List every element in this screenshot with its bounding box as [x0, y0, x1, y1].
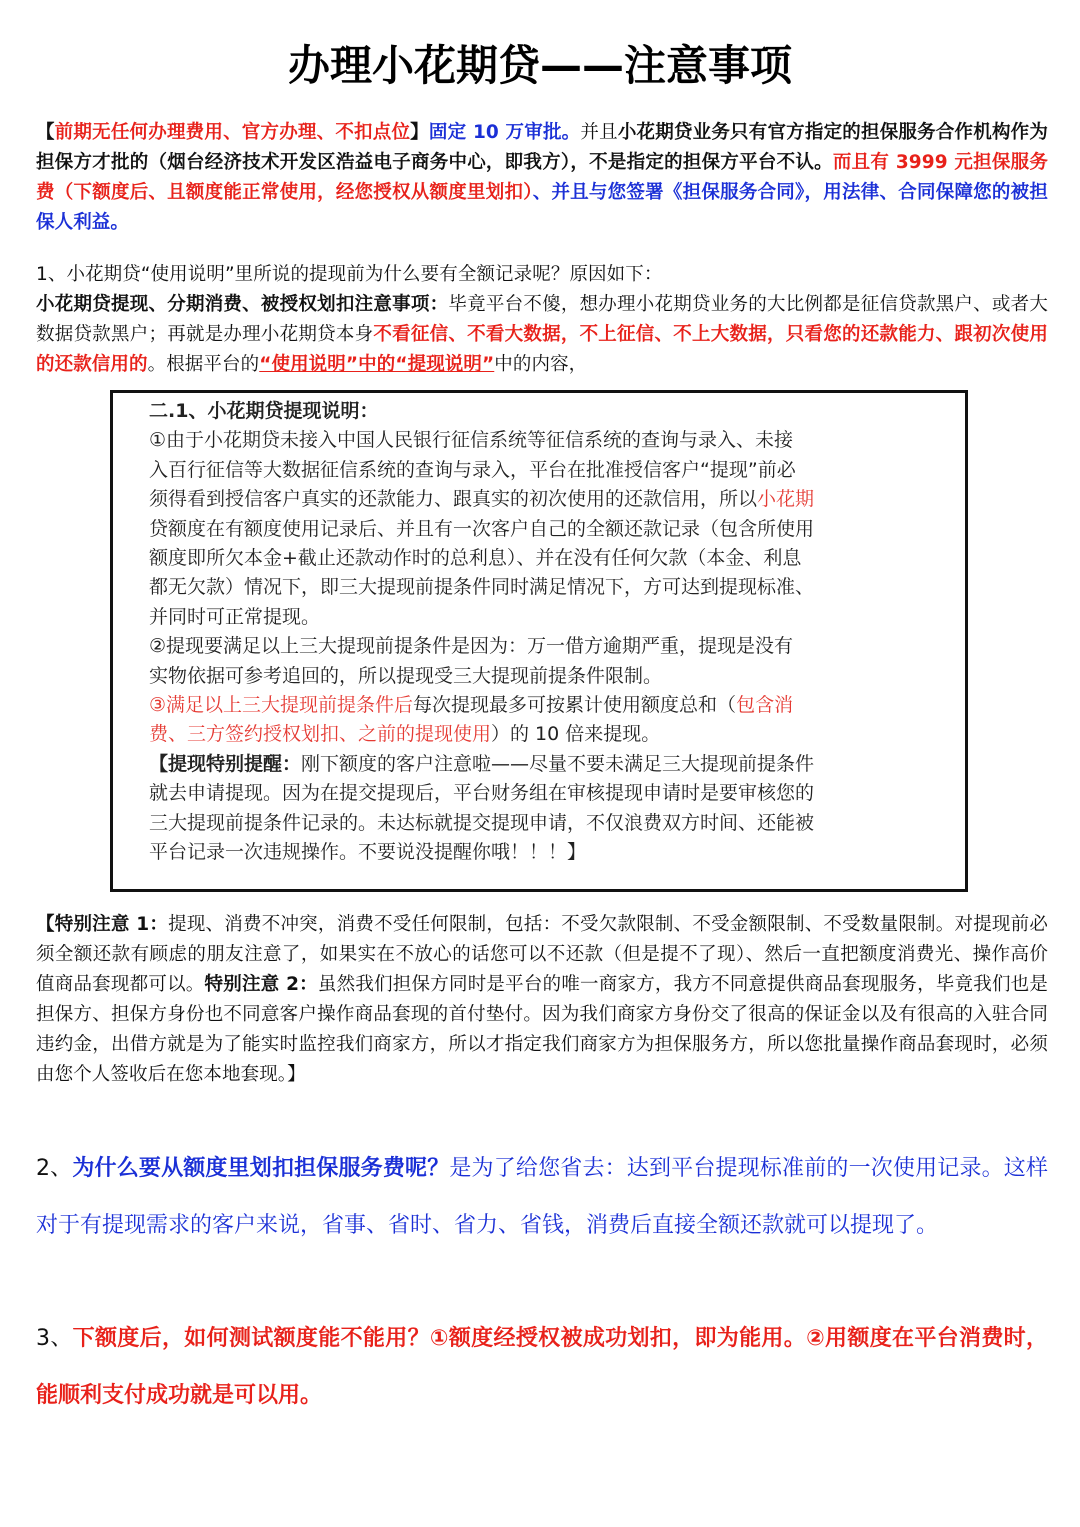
section3-paragraph — [36, 1310, 1048, 1424]
notice-red-text: 费、三方签约授权划扣、之前的提现使用 — [149, 723, 492, 746]
section1-text2: 。根据平台的 — [147, 354, 260, 375]
intro-guarantor: 小花期贷业务只有官方指定的担保服务合作机构作为担保方才批的（烟台经济技术开发区浩益电子商务中心，即我方），不是指定的担保方平台不认。 — [36, 122, 1048, 173]
intro-paragraph — [36, 118, 1048, 238]
intro-fixed-amount: 固定 10 万审批。 — [428, 122, 581, 143]
intro-bracket-close: 】 — [410, 122, 429, 143]
intro-contract: 、并且与您签署《担保服务合同》，用法律、合同保障您的被担保人利益。 — [36, 182, 1048, 233]
section2-number: 2、 — [36, 1156, 73, 1181]
section1-link-text: “使用说明”中的“提现说明” — [259, 354, 495, 375]
page-title: 办理小花期贷——注意事项 — [287, 41, 792, 90]
section1-heading: 小花期贷提现、分期消费、被授权划扣注意事项： — [36, 294, 449, 315]
section2-question: 为什么要从额度里划扣担保服务费呢？ — [72, 1156, 450, 1181]
special-note-2-label: 特别注意 2： — [204, 974, 318, 995]
notice-red-text: ③满足以上三大提现前提条件后 — [149, 694, 414, 717]
notice-line: 入百行征信等大数据征信系统的查询与录入，平台在批准授信客户“提现”前必 — [149, 458, 796, 481]
section1-text3: 中的内容， — [494, 354, 588, 375]
notice-text: 每次提现最多可按累计使用额度总和（ — [413, 694, 737, 717]
notice-text: ）的 10 倍来提现。 — [491, 723, 661, 746]
intro-service-fee: 而且有 3999 元担保服务费（下额度后、且额度能正常使用，经您授权从额度里划扣） — [36, 152, 1048, 203]
special-note-paragraph — [36, 910, 1048, 1090]
notice-line — [149, 750, 931, 779]
notice-line — [149, 485, 931, 514]
notice-line: 就去申请提现。因为在提交提现后，平台财务组在审核提现申请时是要审核您的 — [149, 782, 815, 805]
section1-paragraph — [36, 260, 1048, 380]
notice-line: 并同时可正常提现。 — [149, 605, 321, 628]
notice-line: 额度即所欠本金+截止还款动作时的总利息）、并在没有任何欠款（本金、利息 — [149, 547, 802, 570]
notice-line: 实物依据可参考追回的，所以提现受三大提现前提条件限制。 — [149, 664, 663, 687]
section3-text: 下额度后，如何测试额度能不能用？①额度经授权被成功划扣，即为能用。②用额度在平台消费时，能顺利支付成功就是可以用。 — [36, 1326, 1048, 1408]
intro-and: 并且 — [580, 122, 618, 143]
notice-line: ①由于小花期贷未接入中国人民银行征信系统等征信系统的查询与录入、未接 — [149, 429, 794, 452]
section2-paragraph — [36, 1140, 1048, 1254]
notice-text: 刚下额度的客户注意啦——尽量不要未满足三大提现前提条件 — [301, 752, 815, 775]
special-note-2-text: 虽然我们担保方同时是平台的唯一商家方，我方不同意提供商品套现服务，毕竟我们也是担保方、担保方身份也不同意客户操作商品套现的首付垫付。因为我们商家方身份交了很高的保证金以及有很高的入驻合同违约金，出借方就是为了能实时监控我们商家方，所以才指定我们商家方为担保服务方，所以您批量操作商品套现时，必须由您个人签收后在您本地套现。】 — [36, 974, 1049, 1085]
section3-number: 3、 — [36, 1326, 73, 1351]
section1-text: 毕竟平台不傻，想办理小花期贷业务的大比例都是征信贷款黑户、或者大数据贷款黑户；再就是办理小花期贷本身 — [36, 294, 1049, 345]
intro-no-fee: 前期无任何办理费用、官方办理、不扣点位 — [54, 122, 411, 143]
notice-line: 贷额度在有额度使用记录后、并且有一次客户自己的全额还款记录（包含所使用 — [149, 517, 815, 540]
intro-bracket-open: 【 — [36, 122, 55, 143]
section1-question: 1、小花期贷“使用说明”里所说的提现前为什么要有全额记录呢？原因如下： — [36, 264, 663, 285]
notice-red-text: 小花期 — [757, 488, 815, 511]
notice-line: ②提现要满足以上三大提现前提条件是因为：万一借方逾期严重，提现是没有 — [149, 635, 794, 658]
notice-line: 都无欠款）情况下，即三大提现前提条件同时满足情况下，方可达到提现标准、 — [149, 576, 815, 599]
section2-answer: 是为了给您省去：达到平台提现标准前的一次使用记录。这样对于有提现需求的客户来说，省事、省时、省力、省钱，消费后直接全额还款就可以提现了。 — [36, 1156, 1048, 1238]
notice-text: 须得看到授信客户真实的还款能力、跟真实的初次使用的还款信用，所以 — [149, 488, 758, 511]
special-note-1-label: 【特别注意 1： — [36, 914, 169, 935]
withdrawal-notice-box — [110, 390, 968, 892]
notice-line — [149, 691, 931, 720]
notice-red-text: 包含消 — [736, 694, 794, 717]
notice-heading: 二.1、小花期贷提现说明： — [149, 400, 379, 422]
notice-reminder-label: 【提现特别提醒： — [149, 752, 302, 775]
special-note-1-text: 提现、消费不冲突，消费不受任何限制，包括：不受欠款限制、不受金额限制、不受数量限制。对提现前必须全额还款有顾虑的朋友注意了，如果实在不放心的话您可以不还款（但是提不了现）、然后一直把额度消费光、操作高价值商品套现都可以。 — [36, 914, 1048, 995]
notice-line — [149, 720, 931, 749]
notice-line: 平台记录一次违规操作。不要说没提醒你哦！！！】 — [149, 841, 587, 864]
section1-red-text: 不看征信、不看大数据，不上征信、不上大数据，只看您的还款能力、跟初次使用的还款信用的 — [36, 324, 1048, 375]
notice-line: 三大提现前提条件记录的。未达标就提交提现申请，不仅浪费双方时间、还能被 — [149, 811, 815, 834]
